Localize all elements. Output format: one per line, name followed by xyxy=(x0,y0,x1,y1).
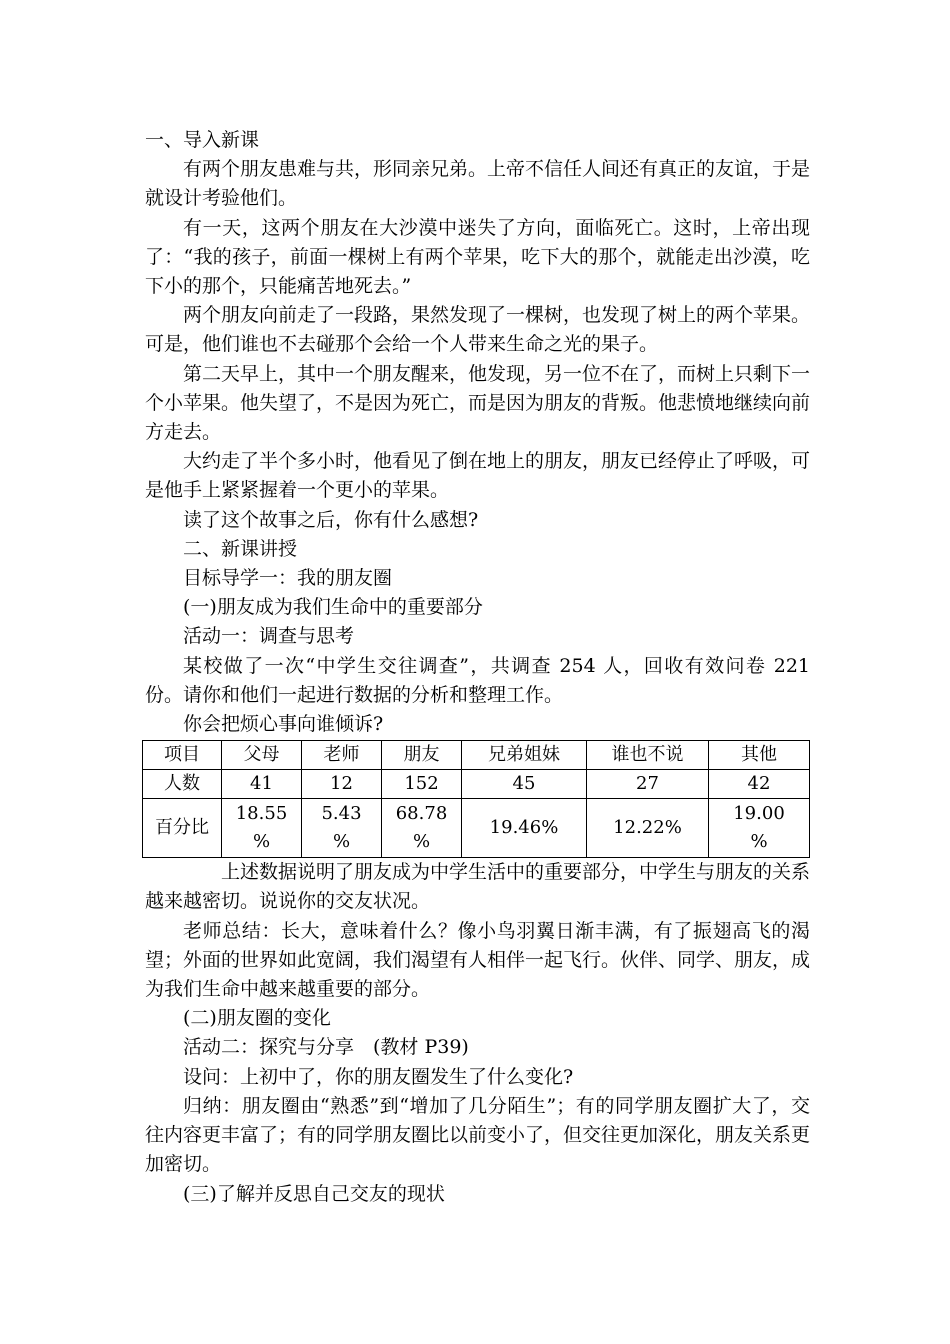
sub-heading-three: (三)了解并反思自己交友的现状 xyxy=(183,1182,445,1205)
percent-friends-sign: % xyxy=(412,831,431,853)
activity-two-heading: 活动二：探究与分享 (教材 P39) xyxy=(183,1036,469,1059)
header-others: 其他 xyxy=(709,741,810,770)
table-percent-row xyxy=(143,799,810,858)
question-paragraph: 设问：上初中了，你的朋友圈发生了什么变化? xyxy=(183,1065,574,1088)
survey-table xyxy=(142,740,810,858)
count-label: 人数 xyxy=(143,770,222,799)
percent-parents-value: 18.55 xyxy=(235,803,288,825)
sub-heading-one: (一)朋友成为我们生命中的重要部分 xyxy=(183,596,483,619)
header-nobody: 谁也不说 xyxy=(587,741,709,770)
story-question: 读了这个故事之后，你有什么感想? xyxy=(183,508,479,531)
teacher-summary: 老师总结：长大，意味着什么？像小鸟羽翼日渐丰满，有了振翅高飞的渴望；外面的世界如此宽阔，我们渴望有人相伴一起飞行。伙伴、同学、朋友，成为我们生命中越来越重要的部分。 xyxy=(145,919,811,1001)
percent-teachers xyxy=(302,799,382,858)
sub-heading-two: (二)朋友圈的变化 xyxy=(183,1007,331,1030)
header-friends: 朋友 xyxy=(382,741,462,770)
document-page xyxy=(145,126,810,1209)
percent-friends-value: 68.78 xyxy=(395,803,448,825)
percent-others-value: 19.00 xyxy=(733,803,785,825)
story-paragraph-4: 第二天早上，其中一个朋友醒来，他发现，另一位不在了，而树上只剩下一个小苹果。他失望了，不是因为死亡，而是因为朋友的背叛。他悲愤地继续向前方走去。 xyxy=(145,362,811,444)
count-siblings: 45 xyxy=(462,770,587,799)
percent-others-sign: % xyxy=(750,831,768,853)
header-parents: 父母 xyxy=(222,741,302,770)
activity-one-heading: 活动一：调查与思考 xyxy=(183,625,355,648)
conclusion-paragraph: 归纳：朋友圈由“熟悉”到“增加了几分陌生”；有的同学朋友圈扩大了，交往内容更丰富了；有的同学朋友圈比以前变小了，但交往更加深化，朋友关系更加密切。 xyxy=(145,1094,811,1176)
new-lesson-heading: 二、新课讲授 xyxy=(183,537,298,560)
header-teachers: 老师 xyxy=(302,741,382,770)
percent-teachers-sign: % xyxy=(332,831,351,853)
story-paragraph-2: 有一天，这两个朋友在大沙漠中迷失了方向，面临死亡。这时，上帝出现了：“我的孩子，前面一棵树上有两个苹果，吃下大的那个，就能走出沙漠，吃下小的那个，只能痛苦地死去。” xyxy=(145,216,810,298)
percent-teachers-value: 5.43 xyxy=(321,803,362,825)
story-paragraph-3: 两个朋友向前走了一段路，果然发现了一棵树，也发现了树上的两个苹果。可是，他们谁也不去碰那个会给一个人带来生命之光的果子。 xyxy=(145,304,811,356)
count-parents: 41 xyxy=(222,770,302,799)
goal-one-heading: 目标导学一：我的朋友圈 xyxy=(183,567,393,590)
survey-intro: 某校做了一次“中学生交往调查”，共调查 254 人，回收有效问卷 221 份。请你和他们一起进行数据的分析和整理工作。 xyxy=(145,654,810,706)
percent-nobody: 12.22% xyxy=(587,799,709,858)
table-count-row xyxy=(143,770,810,799)
table-header-row xyxy=(143,741,810,770)
after-table-paragraph: 上述数据说明了朋友成为中学生活中的重要部分，中学生与朋友的关系越来越密切。说说你的交友状况。 xyxy=(145,861,811,913)
percent-siblings: 19.46% xyxy=(462,799,587,858)
count-teachers: 12 xyxy=(302,770,382,799)
percent-friends xyxy=(382,799,462,858)
percent-parents xyxy=(222,799,302,858)
percent-parents-sign: % xyxy=(252,831,271,853)
story-paragraph-1: 有两个朋友患难与共，形同亲兄弟。上帝不信任人间还有真正的友谊，于是就设计考验他们。 xyxy=(145,158,811,210)
percent-others xyxy=(709,799,810,858)
percent-label: 百分比 xyxy=(143,799,222,858)
table-question: 你会把烦心事向谁倾诉? xyxy=(183,713,384,736)
header-siblings: 兄弟姐妹 xyxy=(462,741,587,770)
story-paragraph-5: 大约走了半个多小时，他看见了倒在地上的朋友，朋友已经停止了呼吸，可是他手上紧紧握着一个更小的苹果。 xyxy=(145,450,811,502)
intro-heading: 一、导入新课 xyxy=(145,129,260,151)
count-others: 42 xyxy=(709,770,810,799)
count-nobody: 27 xyxy=(587,770,709,799)
header-item: 项目 xyxy=(143,741,222,770)
count-friends: 152 xyxy=(382,770,462,799)
